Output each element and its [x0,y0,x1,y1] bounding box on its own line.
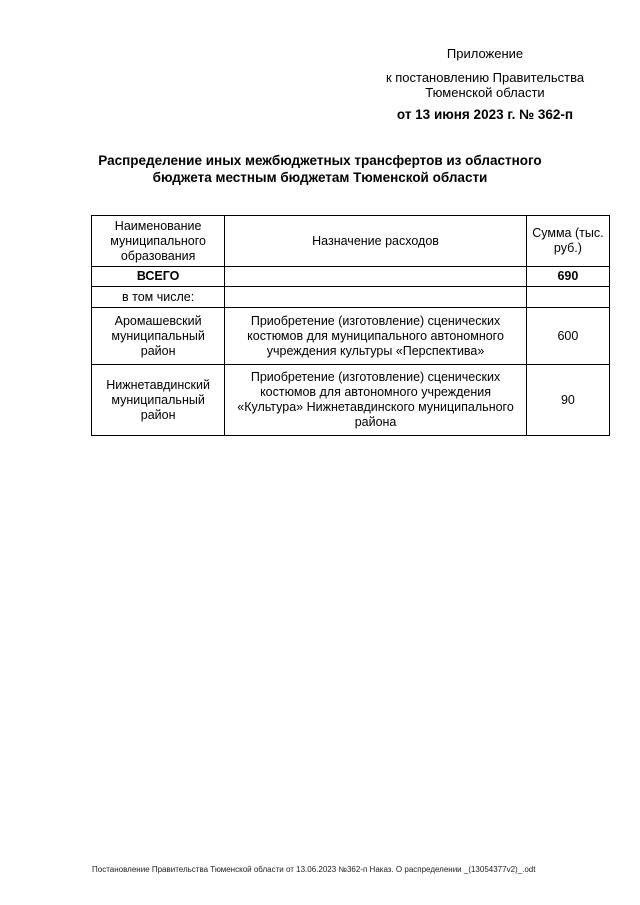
document-footer: Постановление Правительства Тюменской области от 13.06.2023 №362-п Наказ. О распределении _(13054377v2)_.odt [92,865,536,874]
document-title [80,152,560,186]
including-label: в том числе: [92,287,225,308]
region-name: Тюменской области [425,85,545,100]
total-row [92,267,610,287]
header-sum: Сумма (тыс. руб.) [526,216,609,267]
header-purpose: Назначение расходов [225,216,527,267]
distribution-table [91,215,610,436]
table-header-row [92,216,610,267]
total-label: ВСЕГО [92,267,225,287]
row-purpose: Приобретение (изготовление) сценических костюмов для муниципального автономного учреждения культуры «Перспектива» [225,308,527,365]
row-name: Аромашевский муниципальный район [92,308,225,365]
appendix-label: Приложение [446,46,524,61]
header-name: Наименование муниципального образования [92,216,225,267]
row-name: Нижнетавдинский муниципальный район [92,365,225,436]
empty-cell [526,287,609,308]
empty-cell [225,287,527,308]
table-row [92,365,610,436]
row-sum: 90 [526,365,609,436]
title-line-1: Распределение иных межбюджетных трансфертов из областного [98,153,542,168]
row-sum: 600 [526,308,609,365]
total-purpose [225,267,527,287]
including-row [92,287,610,308]
total-sum: 690 [526,267,609,287]
resolution-reference: к постановлению Правительства [385,70,585,85]
title-line-2: бюджета местным бюджетам Тюменской области [152,170,488,185]
row-purpose: Приобретение (изготовление) сценических костюмов для автономного учреждения «Культура» Нижнетавдинского муниципального района [225,365,527,436]
resolution-date-number: от 13 июня 2023 г. № 362-п [396,107,574,122]
table-row [92,308,610,365]
